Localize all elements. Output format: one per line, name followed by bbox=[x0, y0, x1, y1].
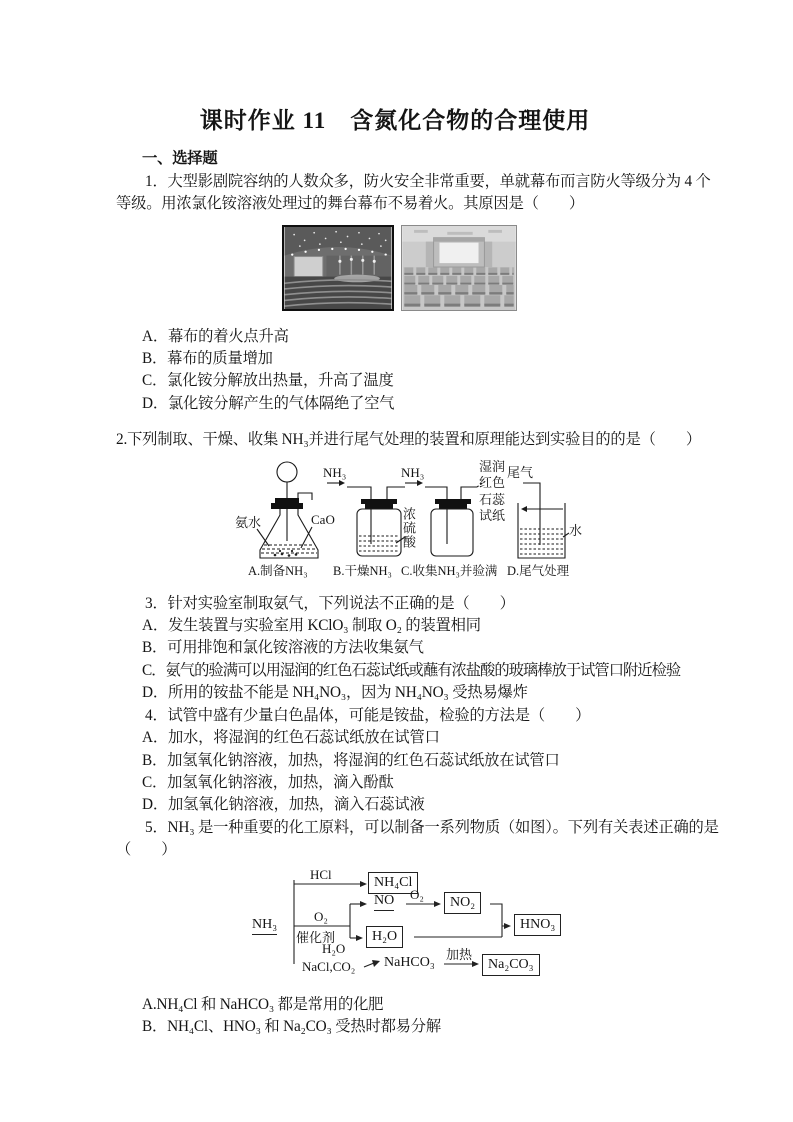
flow-na2co3-box: Na₂CO₃ bbox=[482, 954, 540, 976]
flow-nahco3: NaHCO₃ bbox=[384, 954, 435, 970]
tail-gas-label: 尾气 bbox=[507, 464, 534, 480]
q4-option-d: D．加氢氧化钠溶液，加热，滴入石蕊试液 bbox=[142, 796, 425, 814]
q5-stem-line1: 5．NH₃ 是一种重要的化工原料，可以制备一系列物质（如图）。下列有关表述正确的是 bbox=[145, 818, 719, 836]
flow-h2o-box: H₂O bbox=[366, 926, 403, 948]
flow-nh4cl-box: NH₄Cl bbox=[368, 872, 418, 894]
litmus-paper-label: 湿润红色石蕊试纸 bbox=[479, 458, 506, 524]
q4-option-a: A．加水，将湿润的红色石蕊试纸放在试管口 bbox=[142, 729, 440, 747]
q1-option-a: A．幕布的着火点升高 bbox=[142, 327, 289, 345]
flow-heat: 加热 bbox=[446, 946, 473, 962]
q4-option-c: C．加氢氧化钠溶液，加热，滴入酚酞 bbox=[142, 773, 394, 791]
q3-option-b: B．可用排饱和氯化铵溶液的方法收集氨气 bbox=[142, 639, 424, 657]
q5-stem-line2: （ ） bbox=[116, 841, 177, 859]
flow-o2-top: O₂ bbox=[314, 908, 328, 924]
flow-no2-box: NO₂ bbox=[444, 892, 481, 914]
q3-option-a: A．发生装置与实验室用 KClO₃ 制取 O₂ 的装置相同 bbox=[142, 617, 481, 635]
q5-option-b: B．NH₄Cl、HNO₃ 和 Na₂CO₃ 受热时都易分解 bbox=[142, 1017, 441, 1035]
nh3-flow-chart bbox=[248, 864, 624, 986]
q3-stem: 3．针对实验室制取氨气，下列说法不正确的是（ ） bbox=[145, 594, 515, 612]
flow-hcl: HCl bbox=[310, 866, 332, 882]
flow-h2o-bottom: H₂O bbox=[322, 940, 346, 956]
flow-nacl-co2: NaCl,CO₂ bbox=[302, 958, 356, 974]
flow-catalyst: 催化剂 bbox=[296, 929, 336, 945]
theater-photo-left bbox=[282, 225, 394, 311]
nh3-in-label-c: NH₃ bbox=[401, 464, 425, 480]
sulfuric-acid-label: 浓硫酸 bbox=[401, 506, 416, 549]
q2-stem: 2.下列制取、干燥、收集 NH₃并进行尾气处理的装置和原理能达到实验目的的是（ ） bbox=[116, 431, 702, 449]
worksheet-content bbox=[116, 108, 719, 1038]
q5-option-a: A.NH₄Cl 和 NaHCO₃ 都是常用的化肥 bbox=[142, 995, 384, 1013]
water-label: 水 bbox=[569, 522, 583, 538]
q1-stem-line2: 等级。用浓氯化铵溶液处理过的舞台幕布不易着火。其原因是（ ） bbox=[116, 195, 585, 213]
apparatus-c-caption: C.收集NH₃并验满 bbox=[401, 563, 498, 578]
page-title: 课时作业 11 含氮化合物的合理使用 bbox=[199, 108, 591, 133]
q1-stem-line1: 1．大型影剧院容纳的人数众多，防火安全非常重要，单就幕布而言防火等级分为 4 个 bbox=[145, 172, 711, 190]
q4-option-b: B．加氢氧化钠溶液，加热，将湿润的红色石蕊试纸放在试管口 bbox=[142, 751, 560, 769]
flow-o2-mid: O₂ bbox=[410, 886, 424, 902]
theater-photos bbox=[282, 225, 700, 311]
flow-no: NO bbox=[374, 894, 394, 911]
cao-label: CaO bbox=[311, 511, 335, 527]
apparatus-d-caption: D.尾气处理 bbox=[507, 563, 570, 578]
theater-photo-right bbox=[401, 225, 517, 311]
ammonia-water-label: 氨水 bbox=[235, 514, 262, 530]
section-heading: 一、选择题 bbox=[142, 150, 218, 168]
apparatus-b-caption: B.干燥NH₃ bbox=[333, 563, 392, 578]
flow-nh3: NH₃ bbox=[252, 918, 277, 935]
q3-option-c: C．氨气的验满可以用湿润的红色石蕊试纸或蘸有浓盐酸的玻璃棒放于试管口附近检验 bbox=[142, 661, 681, 679]
apparatus-a-caption: A.制备NH₃ bbox=[248, 563, 308, 578]
q1-option-d: D．氯化铵分解产生的气体隔绝了空气 bbox=[142, 394, 395, 412]
q1-option-b: B．幕布的质量增加 bbox=[142, 350, 273, 368]
nh3-in-label-b: NH₃ bbox=[323, 464, 347, 480]
q4-stem: 4．试管中盛有少量白色晶体，可能是铵盐，检验的方法是（ ） bbox=[145, 706, 591, 724]
flow-hno3-box: HNO₃ bbox=[514, 914, 561, 936]
q1-option-c: C．氯化铵分解放出热量，升高了温度 bbox=[142, 372, 394, 390]
q3-option-d: D．所用的铵盐不能是 NH₄NO₃，因为 NH₄NO₃ 受热易爆炸 bbox=[142, 684, 528, 702]
apparatus-figure bbox=[235, 457, 591, 585]
